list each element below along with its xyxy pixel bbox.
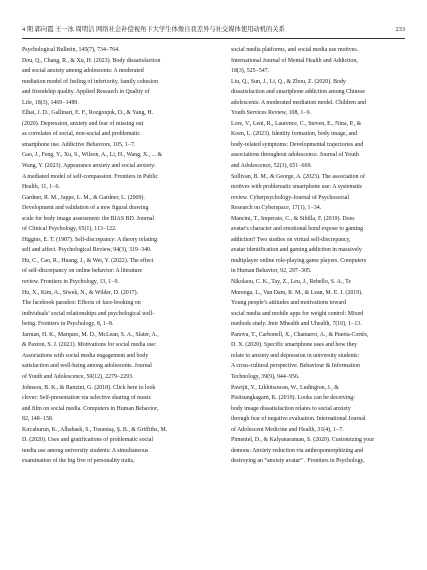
reference-line: and social anxiety among adolescents: A moderated xyxy=(22,68,144,75)
reference-line: multiplayer online role-playing game players. Computers xyxy=(231,257,367,264)
reference-line: media use among university students: A simultaneous xyxy=(22,447,149,454)
reference-line: (2020). Depression, anxiety and fear of missing out xyxy=(22,120,144,127)
reference-entry xyxy=(22,108,204,150)
reference-entry xyxy=(231,77,413,119)
reference-line: adolescents: A moderated mediation model. Children and xyxy=(231,99,366,106)
reference-line: relate to anxiety and depression in university students: xyxy=(231,352,360,359)
header-title: 4 期 郭向霞 王一冰 周明洁 网络社会补偿视角下大学生体像自我差异与社交媒体使用动机的关系 xyxy=(22,26,285,33)
reference-entry xyxy=(231,330,413,383)
reference-line: Wang, Y. (2023). Appearance anxiety and social anxiety: xyxy=(22,163,156,170)
reference-entry xyxy=(231,383,413,436)
reference-line: Development and validation of a new figural drawing xyxy=(22,205,149,212)
reference-line: A cross-cultural perspective. Behaviour & Information xyxy=(231,363,360,370)
reference-line: individuals’ social relationships and psychological well- xyxy=(22,310,155,317)
reference-entry xyxy=(22,150,204,192)
reference-line: self and affect. Psychological Review, 94(3), 319−340. xyxy=(22,247,152,254)
reference-entry xyxy=(231,277,413,330)
running-header xyxy=(22,24,405,36)
reference-line: Sullivan, B. M., & George, A. (2023). The association of xyxy=(231,173,365,180)
reference-entry xyxy=(231,435,413,467)
reference-line: Gardner, R. M., Jappe, L. M., & Gardner, L. (2009). xyxy=(22,194,145,201)
reference-entry xyxy=(22,235,204,256)
reference-line: International Journal of Mental Health and Addiction, xyxy=(231,57,358,64)
reference-line: Associations with social media engagement and body xyxy=(22,352,149,359)
reference-line: scale for body image assessment: the BIAS BD. Journal xyxy=(22,215,155,222)
reference-line: Liu, Q., Sun, J., Li, Q., & Zhou, Z. (2020). Body xyxy=(231,78,346,85)
reference-entry xyxy=(231,214,413,277)
reference-line: Technology, 39(9), 944−956. xyxy=(231,373,300,380)
reference-line: Elhai, J. D., Gallinari, E. F., Rozgonjuk, D., & Yang, H. xyxy=(22,110,154,117)
reference-line: satisfaction and well-being among adolescents. Journal xyxy=(22,363,152,370)
reference-entry xyxy=(231,45,413,77)
reference-entry xyxy=(231,119,413,172)
reference-line: & Paxton, S. J. (2021). Motivations for social media use: xyxy=(22,342,157,349)
reference-line: Research on Cyberspace, 17(1), 1−34. xyxy=(231,205,322,212)
reference-line: in Human Behavior, 92, 297−305. xyxy=(231,268,312,275)
reference-line: being. Frontiers in Psychology, 8, 1−8. xyxy=(22,321,114,328)
reference-line: associations throughout adolescence. Journal of Youth xyxy=(231,152,359,159)
reference-entry xyxy=(22,330,204,383)
reference-line: Hu, C., Cao, R., Huang, J., & Wei, Y. (2022). The effect xyxy=(22,257,154,264)
reference-line: as correlates of social, non-social and problematic xyxy=(22,131,140,138)
reference-line: social media platforms, and social media use motives. xyxy=(231,47,359,53)
page-number: 233 xyxy=(395,26,405,33)
reference-line: review. Cyberpsychology-Journal of Psychosocial xyxy=(231,194,350,201)
reference-line: examination of the big five of personality traits, xyxy=(22,458,135,465)
reference-entry xyxy=(231,172,413,214)
left-column-references xyxy=(22,45,204,467)
reference-line: methods study. Jmir Mhealth and Uhealth, 7(10), 1−13. xyxy=(231,321,362,328)
reference-line: Health, 11, 1−6. xyxy=(22,184,60,191)
reference-line: demons: Anxiety reduction via anthropomorphizing and xyxy=(231,447,364,454)
reference-line: and friendship quality. Applied Research in Quality of xyxy=(22,89,150,96)
reference-line: Lore, V., Leni, R., Laurence, C., Steven, E., Nina, P., & xyxy=(231,120,362,127)
right-column-references xyxy=(231,45,413,467)
reference-line: Life, 18(3), 1469−1489. xyxy=(22,99,79,106)
reference-line: motives with problematic smartphone use: A systematic xyxy=(231,184,363,191)
header-rule xyxy=(22,38,405,39)
reference-entry xyxy=(22,383,204,425)
reference-line: Pisitsungkagarn, K. (2019). Looks can be deceiving: xyxy=(231,395,355,402)
reference-line: Young people’s attitudes and motivations toward xyxy=(231,300,347,307)
reference-line: addiction? Two studies on virtual self-discrepancy, xyxy=(231,236,351,243)
reference-line: Dou, Q., Chang, R., & Xu, H. (2023). Body dissatisfaction xyxy=(22,57,161,64)
reference-line: body-related symptoms: Developmental trajectories and xyxy=(231,141,364,148)
reference-line: avatar's character and emotional bond expose to gaming xyxy=(231,226,364,233)
reference-line: Pawijit, Y., Likhitsuwan, W., Ludington, J., & xyxy=(231,384,339,391)
reference-line: and Adolescence, 52(3), 651−669. xyxy=(231,163,312,170)
reference-line: Morenga, L., Van Dam, R. M., & Lean, M. E. J. (2019). xyxy=(231,289,363,296)
reference-line: Jarman, H. K., Marques, M. D., McLean, S. A., Slater, A., xyxy=(22,331,159,338)
reference-line: destroying an “anxiety avatar” . Frontiers in Psychology, xyxy=(231,458,365,465)
reference-line: A mediated model of self-compassion. Frontiers in Public xyxy=(22,173,159,180)
reference-line: 18(3), 525−547. xyxy=(231,68,270,75)
reference-line: of Youth and Adolescence, 50(12), 2279−2293. xyxy=(22,373,134,380)
reference-line: of Clinical Psychology, 65(1), 113−122. xyxy=(22,226,117,233)
reference-line: avatar identification and gaming addiction in massively xyxy=(231,247,362,254)
reference-line: D. (2020). Uses and gratifications of problematic social xyxy=(22,437,154,444)
reference-line: review. Frontiers in Psychology, 13, 1−9. xyxy=(22,279,119,286)
reference-line: clever: Self-presentation via selective sharing of music xyxy=(22,395,152,402)
reference-line: Johnson, B. K., & Ranzini, G. (2018). Click here to look xyxy=(22,384,156,391)
reference-line: Higgins, E. T. (1987). Self-discrepancy: A theory relating xyxy=(22,236,158,243)
reference-line: body image dissatisfaction relates to social anxiety xyxy=(231,405,351,412)
reference-line: Nikolaou, C. K., Tay, Z., Leu, J., Rebello, S. A., Te xyxy=(231,279,351,286)
reference-line: D. X. (2020). Specific smartphone uses and how they xyxy=(231,342,358,349)
reference-entry xyxy=(22,425,204,467)
reference-line: Pimentel, D., & Kalyanaraman, S. (2020). Customizing your xyxy=(231,437,375,444)
reference-line: of self-discrepancy on online behavior: A literature xyxy=(22,268,143,275)
reference-line: smartphone use. Addictive Behaviors, 105, 1−7. xyxy=(22,141,136,148)
reference-line: Gao, J., Feng, Y., Xu, S., Wilson, A., Li, H., Wang, X., ... & xyxy=(22,152,163,159)
reference-entry xyxy=(22,45,204,56)
reference-line: Mancini, T., Imperato, C., & Sibilla, F. (2019). Does xyxy=(231,215,355,222)
reference-line: Panova, T., Carbonell, X., Chamarro, A., & Puerta-Cortés, xyxy=(231,331,369,338)
reference-line: social media and mobile apps for weight control: Mixed xyxy=(231,310,364,317)
reference-entry xyxy=(22,193,204,235)
reference-entry xyxy=(22,256,204,288)
reference-entry xyxy=(22,288,204,330)
reference-line: Youth Services Review, 108, 1−9. xyxy=(231,110,312,117)
reference-line: mediation model of feeling of inferiority, family cohesion xyxy=(22,78,159,85)
reference-entry xyxy=(22,56,204,109)
reference-line: dissatisfaction and smartphone addiction among Chinese xyxy=(231,89,365,96)
reference-line: of Adolescent Medicine and Health, 31(4), 1−7. xyxy=(231,426,344,433)
reference-line: Psychological Bulletin, 145(7), 734−764. xyxy=(22,47,120,53)
reference-line: The facebook paradox: Effects of face-booking on xyxy=(22,300,141,307)
reference-line: Hu, X., Kim, A., Siwek, N., & Wilder, D. (2017). xyxy=(22,289,139,296)
reference-line: 82, 148−158. xyxy=(22,416,54,423)
reference-line: Kırcaburun, K., Alhabash, S., Tosuntaş, Ş. B., & Griffiths, M. xyxy=(22,426,168,433)
reference-line: Koen, L. (2023). Identity formation, body image, and xyxy=(231,131,357,138)
reference-line: through fear of negative evaluation. International Journal xyxy=(231,416,366,423)
reference-line: and film on social media. Computers in Human Behavior, xyxy=(22,405,159,412)
